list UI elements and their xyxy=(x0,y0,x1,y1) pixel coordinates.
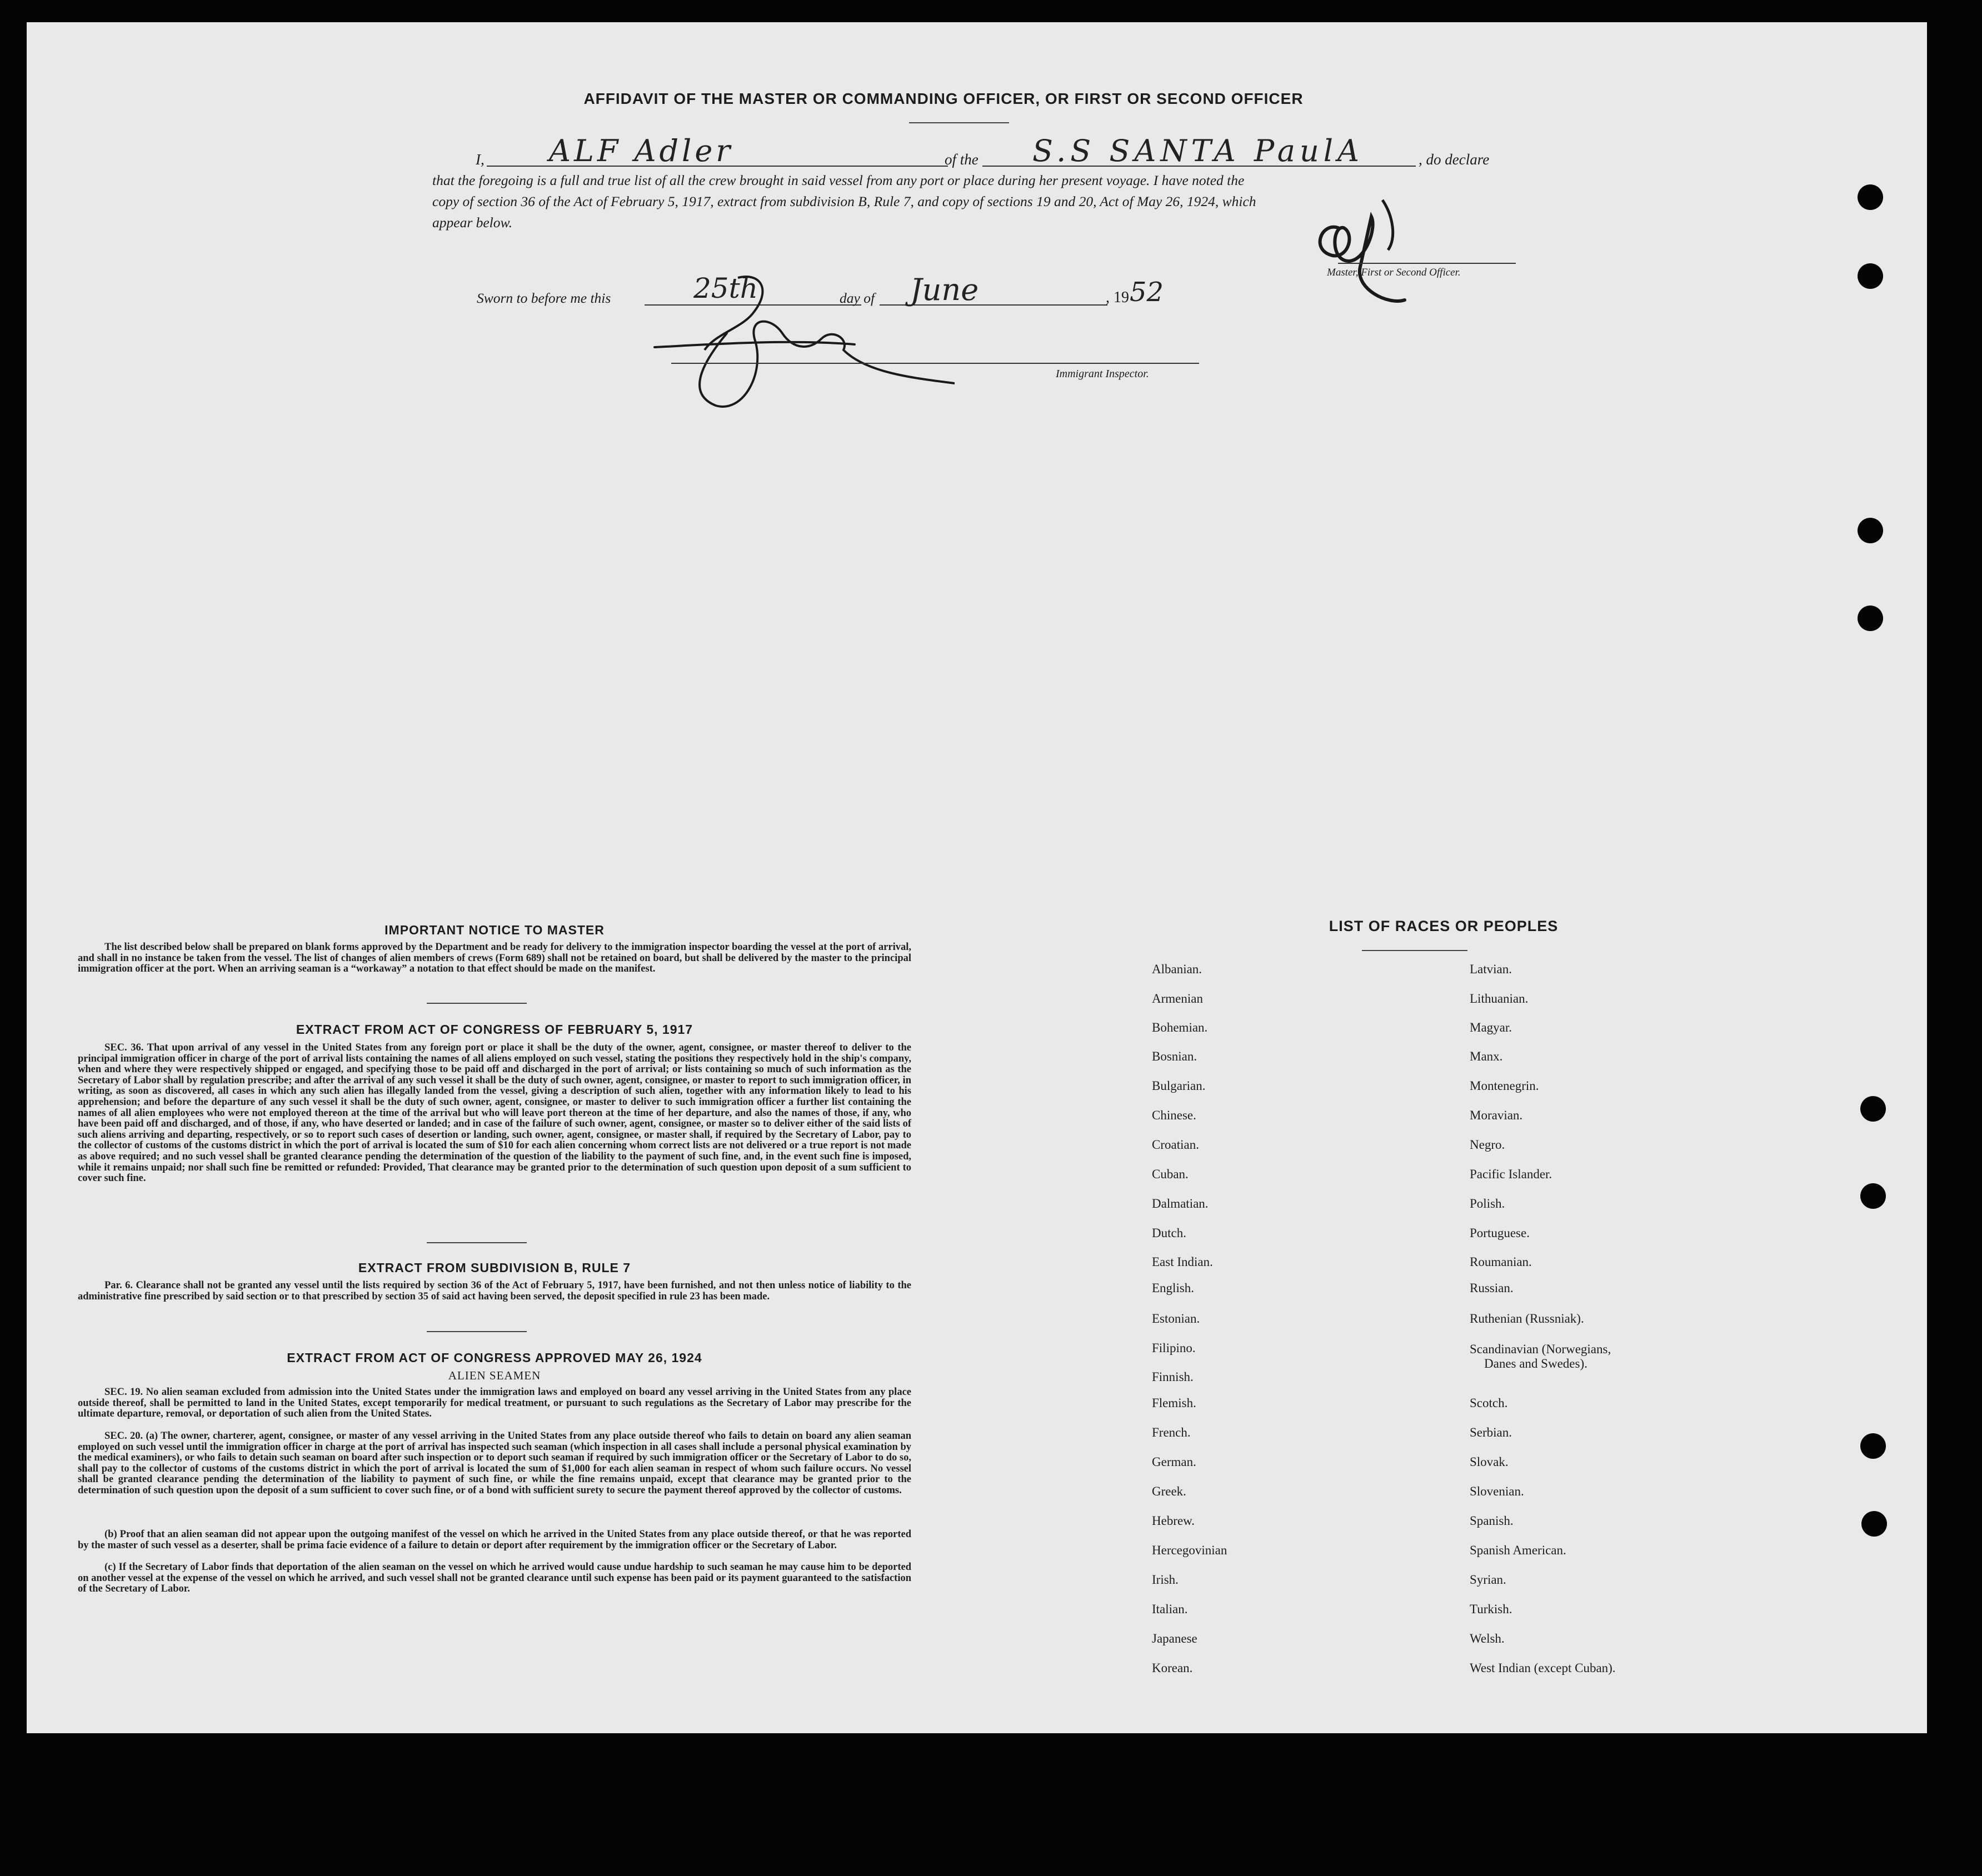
extract-1917-title: EXTRACT FROM ACT OF CONGRESS OF FEBRUARY 5, 1917 xyxy=(296,1022,693,1037)
section-divider xyxy=(427,1242,527,1243)
punch-hole xyxy=(1860,1433,1886,1459)
do-declare-label: , do declare xyxy=(1419,151,1490,168)
i-label: I, xyxy=(476,151,485,168)
race-item: Estonian. xyxy=(1152,1312,1200,1325)
race-item: Irish. xyxy=(1152,1573,1179,1587)
races-divider xyxy=(1362,950,1467,951)
race-item: Hebrew. xyxy=(1152,1514,1195,1528)
section-divider xyxy=(427,1331,527,1332)
race-item: Greek. xyxy=(1152,1484,1186,1498)
race-item: Ruthenian (Russniak). xyxy=(1470,1312,1584,1325)
race-item: Chinese. xyxy=(1152,1108,1196,1122)
race-item: Flemish. xyxy=(1152,1396,1196,1410)
race-item: Bohemian. xyxy=(1152,1020,1208,1034)
officer-signature xyxy=(1299,194,1421,322)
race-item: Polish. xyxy=(1470,1197,1505,1210)
of-the-label: of the xyxy=(945,151,978,168)
extract-rule7-title: EXTRACT FROM SUBDIVISION B, RULE 7 xyxy=(358,1260,631,1275)
race-item: Montenegrin. xyxy=(1470,1079,1539,1093)
race-item: Spanish American. xyxy=(1470,1543,1566,1557)
extract-1924-sec20b: (b) Proof that an alien seaman did not appear upon the outgoing manifest of the vessel on which he arrived in the United States from any place outside thereof, or that he was reported by the master of such vessel as a deserter, shall be prima facie evidence of a failure to detain or deport after requirement by the immigration officer or the Secretary of Labor. xyxy=(78,1529,911,1551)
race-item: Turkish. xyxy=(1470,1602,1512,1616)
affidavit-line-4: appear below. xyxy=(432,214,513,231)
race-item: Russian. xyxy=(1470,1281,1514,1295)
year-suffix: 52 xyxy=(1130,277,1164,308)
sworn-month: June xyxy=(910,272,979,307)
race-item: Moravian. xyxy=(1470,1108,1523,1122)
race-item: Bosnian. xyxy=(1152,1049,1197,1063)
inspector-signature-line xyxy=(671,363,1199,364)
document-page xyxy=(27,22,1927,1733)
race-item: Serbian. xyxy=(1470,1425,1512,1439)
punch-hole xyxy=(1858,518,1883,543)
extract-rule7-text: Par. 6. Clearance shall not be granted any vessel until the lists required by section 36 of the Act of February 5, 1917, have been furnished, and not then unless notice of liability to the administrative fine prescribed by said section or to that prescribed by section 35 of said act having been served, the deposit specified in rule 23 has been made. xyxy=(78,1280,911,1302)
title-divider xyxy=(909,122,1009,123)
race-item: Italian. xyxy=(1152,1602,1188,1616)
extract-1924-title: EXTRACT FROM ACT OF CONGRESS APPROVED MAY 26, 1924 xyxy=(287,1350,702,1365)
race-item: Slovak. xyxy=(1470,1455,1509,1469)
race-item: Japanese xyxy=(1152,1632,1197,1645)
inspector-caption: Immigrant Inspector. xyxy=(1056,368,1149,380)
punch-hole xyxy=(1858,263,1883,289)
extract-1924-sec19: SEC. 19. No alien seaman excluded from admission into the United States under the immigration laws and employed on board any vessel arriving in the United States from any place outside thereof, shall be permitted to land in the United States, except temporarily for medical treatment, or pursuant to such regulations as the Secretary of Labor may prescribe for the ultimate departure, removal, or deportation of such alien from the United States. xyxy=(78,1387,911,1420)
sworn-label: Sworn to before me this xyxy=(477,290,611,306)
race-item: Cuban. xyxy=(1152,1167,1189,1181)
punch-hole xyxy=(1860,1096,1886,1122)
race-item: Roumanian. xyxy=(1470,1255,1532,1269)
section-divider xyxy=(427,1003,527,1004)
race-item: Negro. xyxy=(1470,1138,1505,1152)
year-prefix: , 19 xyxy=(1106,289,1129,306)
race-item: Korean. xyxy=(1152,1661,1193,1675)
extract-1924-subtitle: ALIEN SEAMEN xyxy=(448,1369,541,1382)
race-item: Filipino. xyxy=(1152,1341,1196,1355)
race-item: Finnish. xyxy=(1152,1370,1194,1384)
punch-hole xyxy=(1860,1183,1886,1209)
punch-hole xyxy=(1858,184,1883,210)
race-item: Croatian. xyxy=(1152,1138,1199,1152)
race-item: Lithuanian. xyxy=(1470,992,1529,1005)
officer-caption: Master, First or Second Officer. xyxy=(1327,267,1461,278)
punch-hole xyxy=(1858,606,1883,631)
race-item: Bulgarian. xyxy=(1152,1079,1206,1093)
extract-1924-sec20a: SEC. 20. (a) The owner, charterer, agent, consignee, or master of any vessel arriving in the United States from any place outside thereof who fails to detain on board any alien seaman employed on such vessel until the immigration officer in charge at the port of arrival has inspected such seaman (which inspection in all cases shall include a personal physical examination by the medical examiners), or who fails to detain such seaman on board after such inspection or to deport such seaman if required by such immigration officer or the Secretary of Labor to do so, shall pay to the collector of customs of the customs district in which the port of arrival is located the sum of $1,000 for each alien seaman in respect of whom such failure occurs. No vessel shall be granted clearance pending the determination of the liability to payment of such fine, or while the fine remains unpaid, except that clearance may be granted prior to the determination of such question upon the deposit of a sum sufficient to cover such fine, or of a bond with sufficient surety to secure the payment thereof approved by the collector of customs. xyxy=(78,1430,911,1496)
race-item: Magyar. xyxy=(1470,1020,1512,1034)
race-item: Albanian. xyxy=(1152,962,1202,976)
race-item: Manx. xyxy=(1470,1049,1503,1063)
master-name: ALF Adler xyxy=(549,133,734,168)
punch-hole xyxy=(1861,1511,1887,1537)
vessel-name: S.S SANTA PaulA xyxy=(1032,133,1364,168)
race-item: West Indian (except Cuban). xyxy=(1470,1661,1616,1675)
race-item: Hercegovinian xyxy=(1152,1543,1227,1557)
race-item: Spanish. xyxy=(1470,1514,1514,1528)
race-item: Dutch. xyxy=(1152,1226,1186,1240)
affidavit-line-2: that the foregoing is a full and true list of all the crew brought in said vessel from any port or place during her present voyage. I have noted the xyxy=(432,172,1245,188)
race-item: Scotch. xyxy=(1470,1396,1508,1410)
race-item: Welsh. xyxy=(1470,1632,1505,1645)
extract-1917-text: SEC. 36. That upon arrival of any vessel in the United States from any foreign port or place it shall be the duty of the owner, agent, consignee, or master thereof to deliver to the principal immigration officer in charge of the port of arrival lists containing the names of all aliens employed on such vessel, stating the positions they respectively hold in the ship's company, when and where they were respectively shipped or engaged, and specifying those to be paid off and discharged in the port of arrival; or lists containing so much of such information as the Secretary of Labor shall by regulation prescribe; and after the arrival of any such vessel it shall be the duty of such owner, agent, consignee, or master to report to such immigration officer, in writing, as soon as discovered, all cases in which any such alien has illegally landed from the vessel, giving a description of such alien, together with any information likely to lead to his apprehension; and before the departure of any such vessel it shall be the duty of such owner, agent, consignee, or master to deliver to such immigration officer a further list containing the names of all alien employees who were not employed thereon at the time of the arrival but who will leave port thereon at the time of her departure, and also the names of those, if any, who have been paid off and discharged, and of those, if any, who have deserted or landed; and in case of the failure of such owner, agent, consignee, or master so to deliver either of the said lists of such aliens arriving and departing, respectively, or so to report such cases of desertion or landing, such owner, agent, consignee, or master shall, if required by the Secretary of Labor, pay to the collector of customs of the customs district in which the port of arrival is located the sum of $10 for each alien concerning whom correct lists are not delivered or a true report is not made as above required; and no such vessel shall be granted clearance pending the determination of the question of the liability to the payment of such fine, and, in the event such fine is imposed, while it remains unpaid; nor shall such fine be remitted or refunded: Provided, That clearance may be granted prior to the determination of such question upon deposit of a sum sufficient to cover such fine. xyxy=(78,1042,911,1184)
officer-signature-line xyxy=(1338,263,1516,264)
affidavit-line-3: copy of section 36 of the Act of February 5, 1917, extract from subdivision B, Rule 7, and copy of sections 19 and 20, Act of May 26, 1924, which xyxy=(432,193,1256,209)
race-item: Slovenian. xyxy=(1470,1484,1524,1498)
race-item: French. xyxy=(1152,1425,1191,1439)
day-of-label: day of xyxy=(840,290,875,306)
race-item: English. xyxy=(1152,1281,1195,1295)
race-item: German. xyxy=(1152,1455,1196,1469)
races-title: LIST OF RACES OR PEOPLES xyxy=(1329,918,1559,934)
race-item: Latvian. xyxy=(1470,962,1512,976)
inspector-signature xyxy=(643,256,955,422)
race-item: East Indian. xyxy=(1152,1255,1213,1269)
race-item: Scandinavian (Norwegians, xyxy=(1470,1342,1611,1356)
race-item: Portuguese. xyxy=(1470,1226,1530,1240)
race-item: Armenian xyxy=(1152,992,1203,1005)
affidavit-title: AFFIDAVIT OF THE MASTER OR COMMANDING OFFICER, OR FIRST OR SECOND OFFICER xyxy=(583,90,1304,107)
notice-text: The list described below shall be prepared on blank forms approved by the Department and be ready for delivery to the immigration inspector boarding the vessel at the port of arrival, and shall in no instance be taken from the vessel. The list of changes of alien members of crews (Form 689) shall not be retained on board, but shall be delivered by the master to the principal immigration officer at the port. When an arriving seaman is a “workaway” a notation to that effect should be made on the manifest. xyxy=(78,942,911,975)
race-item: Danes and Swedes). xyxy=(1484,1357,1587,1370)
race-item: Pacific Islander. xyxy=(1470,1167,1552,1181)
notice-title: IMPORTANT NOTICE TO MASTER xyxy=(385,923,605,937)
extract-1924-sec20c: (c) If the Secretary of Labor finds that deportation of the alien seaman on the vessel on which he arrived would cause undue hardship to such seaman he may cause him to be deported on another vessel at the expense of the vessel on which he arrived, and such vessel shall not be granted clearance until such expense has been paid or its payment guaranteed to the satisfaction of the Secretary of Labor. xyxy=(78,1562,911,1595)
race-item: Dalmatian. xyxy=(1152,1197,1209,1210)
race-item: Syrian. xyxy=(1470,1573,1506,1587)
sworn-day: 25th xyxy=(693,272,758,304)
